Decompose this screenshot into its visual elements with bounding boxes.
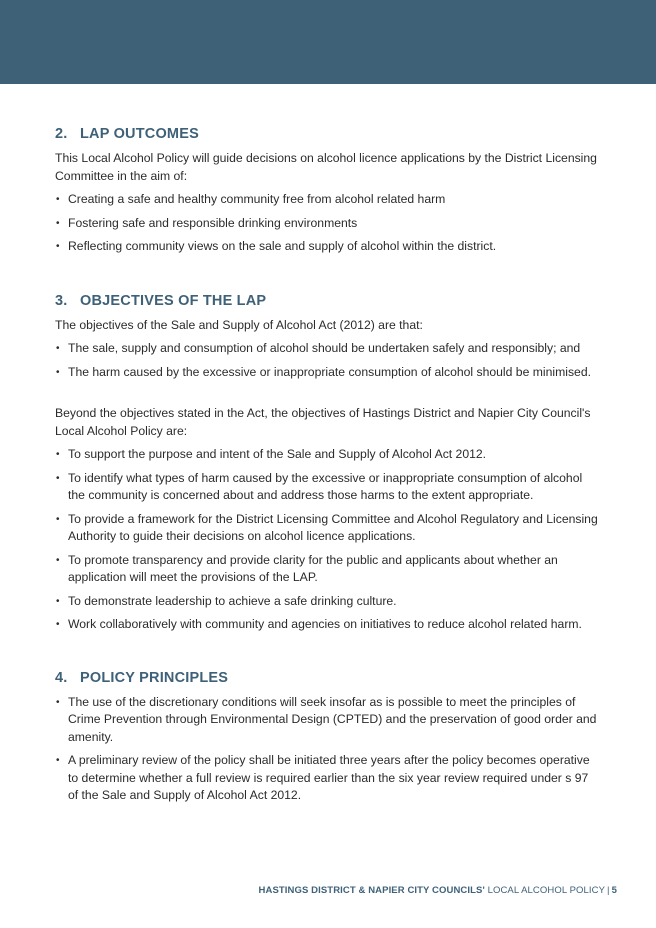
list-item: • A preliminary review of the policy shall be initiated three years after the policy becomes operative to determine whether a full review is required earlier than the six year review required under s 97 of the Sale and Supply of Alcohol Act 2012. [55, 752, 600, 805]
page-content [55, 124, 600, 805]
footer-doc-title: LOCAL ALCOHOL POLICY [487, 885, 606, 896]
section-heading-objectives [55, 291, 600, 311]
header-band [0, 0, 656, 84]
section-number: 2. [55, 126, 68, 142]
list-item: • Reflecting community views on the sale and supply of alcohol within the district. [55, 238, 600, 256]
bullet-list [55, 191, 600, 256]
section-intro: This Local Alcohol Policy will guide decisions on alcohol licence applications by the District Licensing Committee in the aim of: [55, 151, 597, 183]
footer-org: HASTINGS DISTRICT & NAPIER CITY COUNCILS' [258, 885, 485, 896]
bullet-list [55, 446, 600, 634]
list-item: • To promote transparency and provide clarity for the public and applicants about whether an application will meet the provisions of the LAP. [55, 552, 600, 587]
page-footer [259, 885, 617, 896]
section-intro-secondary: Beyond the objectives stated in the Act, the objectives of Hastings District and Napier City Council's Local Alcohol Policy are: [55, 406, 591, 438]
list-item: • Creating a safe and healthy community free from alcohol related harm [55, 191, 600, 209]
list-item: • The use of the discretionary conditions will seek insofar as is possible to meet the principles of Crime Prevention through Environmental Design (CPTED) and the preservation of good order and amenity. [55, 694, 600, 747]
section-title: LAP OUTCOMES [80, 126, 199, 142]
list-item: • To provide a framework for the District Licensing Committee and Alcohol Regulatory and Licensing Authority to guide their decisions on alcohol licence applications. [55, 511, 600, 546]
list-item: • The harm caused by the excessive or inappropriate consumption of alcohol should be minimised. [55, 364, 600, 382]
section-heading-policy-principles [55, 668, 600, 688]
section-heading-lap-outcomes [55, 124, 600, 144]
list-item: • Fostering safe and responsible drinking environments [55, 215, 600, 233]
list-item: • The sale, supply and consumption of alcohol should be undertaken safely and responsibly; and [55, 340, 600, 358]
section-number: 4. [55, 669, 68, 686]
list-item: • To support the purpose and intent of the Sale and Supply of Alcohol Act 2012. [55, 446, 600, 464]
section-title: POLICY PRINCIPLES [80, 669, 229, 686]
section-number: 3. [55, 292, 68, 309]
list-item: • To demonstrate leadership to achieve a safe drinking culture. [55, 593, 600, 611]
list-item: • Work collaboratively with community and agencies on initiatives to reduce alcohol related harm. [55, 616, 600, 634]
bullet-list [55, 694, 600, 805]
section-intro: The objectives of the Sale and Supply of Alcohol Act (2012) are that: [55, 317, 423, 332]
page-number: 5 [611, 885, 617, 896]
footer-separator: | [607, 885, 610, 896]
section-title: OBJECTIVES OF THE LAP [80, 292, 267, 309]
bullet-list [55, 340, 600, 381]
list-item: • To identify what types of harm caused by the excessive or inappropriate consumption of alcohol the community is concerned about and address those harms to the extent appropriate. [55, 470, 600, 505]
